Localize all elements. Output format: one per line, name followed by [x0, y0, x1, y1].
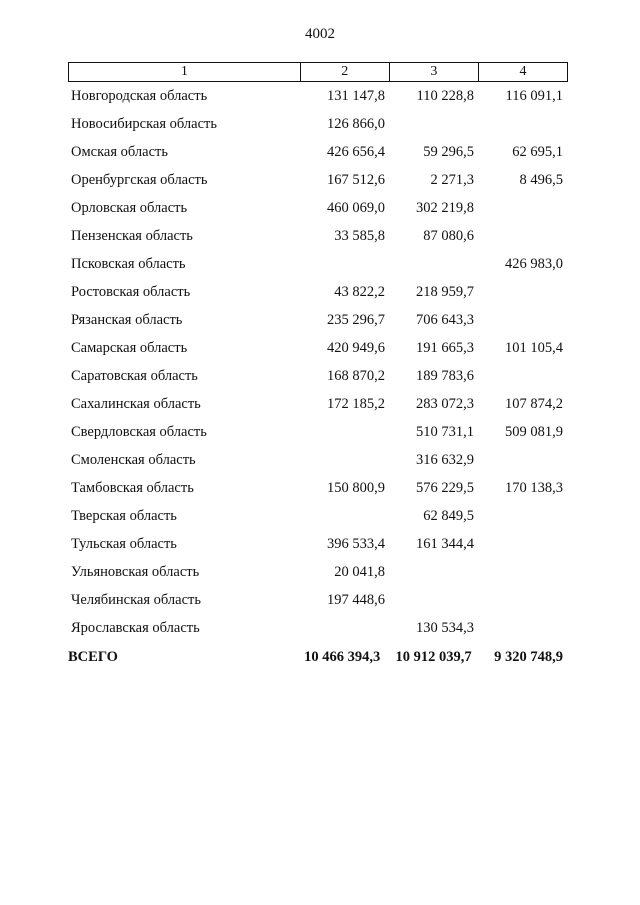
page-number: 4002: [305, 26, 335, 42]
region-name: Ульяновская область: [71, 564, 200, 580]
value-col-4: 170 138,3: [505, 480, 563, 496]
value-col-3: 302 219,8: [416, 200, 474, 216]
value-col-3: 161 344,4: [416, 536, 474, 552]
table-row: [68, 171, 568, 199]
header-col-1: 1: [180, 64, 188, 79]
total-col-3: 10 912 039,7: [395, 649, 472, 665]
total-row: [68, 648, 568, 676]
value-col-3: 87 080,6: [423, 228, 474, 244]
table-row: [68, 283, 568, 311]
value-col-3: 706 643,3: [416, 312, 474, 328]
header-col-3: 3: [389, 63, 478, 81]
table-row: [68, 479, 568, 507]
value-col-4: [479, 507, 568, 535]
value-col-3: 283 072,3: [416, 396, 474, 412]
value-col-2: 396 533,4: [327, 536, 385, 552]
value-col-2: 460 069,0: [327, 200, 385, 216]
table-row: [68, 367, 568, 395]
region-name: Смоленская область: [71, 452, 196, 468]
value-col-2: [301, 423, 390, 451]
value-col-2: [301, 507, 390, 535]
value-col-3: [390, 591, 479, 619]
value-col-2: 126 866,0: [327, 116, 385, 132]
value-col-3: 59 296,5: [423, 144, 474, 160]
region-name: Сахалинская область: [71, 396, 201, 412]
value-col-2: 235 296,7: [327, 312, 385, 328]
value-col-4: [479, 115, 568, 143]
value-col-4: 107 874,2: [505, 396, 563, 412]
value-col-2: [301, 619, 390, 647]
total-col-4: 9 320 748,9: [494, 649, 564, 665]
table-row: [68, 563, 568, 591]
table-row: [68, 255, 568, 283]
table-row: [68, 423, 568, 451]
region-name: Псковская область: [71, 256, 186, 272]
region-name: Челябинская область: [71, 592, 201, 608]
table-row: [68, 507, 568, 535]
value-col-4: 8 496,5: [519, 172, 563, 188]
header-col-2: 2: [300, 63, 389, 81]
value-col-4: 101 105,4: [505, 340, 563, 356]
region-name: Ростовская область: [71, 284, 191, 300]
table-row: [68, 311, 568, 339]
value-col-2: 20 041,8: [334, 564, 385, 580]
region-name: Самарская область: [71, 340, 188, 356]
value-col-4: [479, 535, 568, 563]
region-name: Омская область: [71, 144, 168, 160]
region-name: Пензенская область: [71, 228, 193, 244]
value-col-3: 218 959,7: [416, 284, 474, 300]
total-label: ВСЕГО: [68, 649, 118, 665]
region-name: Тамбовская область: [71, 480, 194, 496]
value-col-4: [479, 619, 568, 647]
table-row: [68, 339, 568, 367]
value-col-3: 62 849,5: [423, 508, 474, 524]
value-col-2: 172 185,2: [327, 396, 385, 412]
value-col-3: [390, 255, 479, 283]
value-col-4: [479, 199, 568, 227]
value-col-3: [390, 563, 479, 591]
region-name: Орловская область: [71, 200, 188, 216]
value-col-2: 167 512,6: [327, 172, 385, 188]
table-row: [68, 395, 568, 423]
value-col-3: 2 271,3: [430, 172, 474, 188]
table-row: [68, 199, 568, 227]
region-name: Свердловская область: [71, 424, 207, 440]
region-name: Ярославская область: [71, 620, 200, 636]
table-row: [68, 87, 568, 115]
value-col-2: [301, 255, 390, 283]
value-col-2: 197 448,6: [327, 592, 385, 608]
value-col-3: 189 783,6: [416, 368, 474, 384]
table-row: [68, 619, 568, 647]
value-col-2: 420 949,6: [327, 340, 385, 356]
value-col-4: [479, 451, 568, 479]
value-col-3: 130 534,3: [416, 620, 474, 636]
table-row: [68, 591, 568, 619]
budget-table: [68, 62, 568, 676]
value-col-4: [479, 283, 568, 311]
value-col-3: 576 229,5: [416, 480, 474, 496]
value-col-2: 131 147,8: [327, 88, 385, 104]
table-row: [68, 451, 568, 479]
value-col-3: 191 665,3: [416, 340, 474, 356]
table-row: [68, 535, 568, 563]
value-col-4: [479, 591, 568, 619]
region-name: Оренбургская область: [71, 172, 208, 188]
region-name: Новгородская область: [71, 88, 208, 104]
value-col-4: 116 091,1: [505, 88, 563, 104]
total-col-2: 10 466 394,3: [304, 649, 381, 665]
table-header: [68, 62, 568, 82]
region-name: Новосибирская область: [71, 116, 217, 132]
region-name: Тверская область: [71, 508, 177, 524]
value-col-3: [390, 115, 479, 143]
value-col-2: [301, 451, 390, 479]
value-col-4: 62 695,1: [512, 144, 563, 160]
table-row: [68, 227, 568, 255]
header-col-4: 4: [478, 63, 567, 81]
value-col-2: 150 800,9: [327, 480, 385, 496]
value-col-4: 509 081,9: [505, 424, 563, 440]
table-row: [68, 143, 568, 171]
value-col-4: [479, 563, 568, 591]
value-col-2: 426 656,4: [327, 144, 385, 160]
table-row: [68, 115, 568, 143]
value-col-2: 43 822,2: [334, 284, 385, 300]
table-body: [68, 87, 568, 647]
value-col-4: [479, 227, 568, 255]
region-name: Рязанская область: [71, 312, 183, 328]
value-col-3: 510 731,1: [416, 424, 474, 440]
region-name: Саратовская область: [71, 368, 198, 384]
value-col-2: 33 585,8: [334, 228, 385, 244]
region-name: Тульская область: [71, 536, 177, 552]
value-col-2: 168 870,2: [327, 368, 385, 384]
value-col-4: [479, 311, 568, 339]
value-col-3: 316 632,9: [416, 452, 474, 468]
value-col-4: 426 983,0: [505, 256, 563, 272]
value-col-3: 110 228,8: [416, 88, 474, 104]
value-col-4: [479, 367, 568, 395]
